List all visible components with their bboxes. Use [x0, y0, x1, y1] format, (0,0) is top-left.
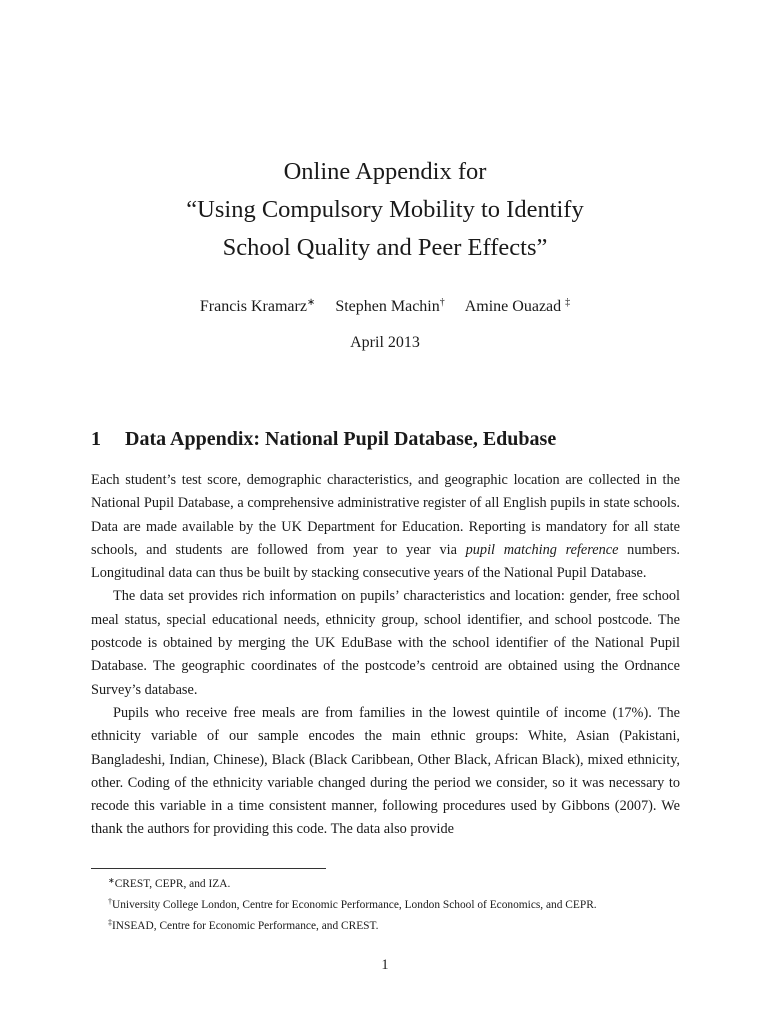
footnote-3 [91, 914, 691, 935]
author-name: Stephen Machin [335, 298, 440, 315]
section-heading [91, 426, 691, 452]
title-line-1: Online Appendix for [283, 158, 487, 185]
paper-title [0, 153, 770, 267]
paragraph-1-italic: pupil matching reference [465, 541, 619, 558]
footnote-mark: † [108, 897, 112, 906]
author-footnote-mark: ∗ [306, 297, 316, 308]
paragraph-2: The data set provides rich information on pupils’ characteristics and location: gender, free school meal status, special educational needs, ethnicity group, school identifier, and school postcode. The postcode is obtained by merging the UK EduBase with the school identifier of the National Pupil Database. The geographic coordinates of the postcode’s centroid are obtained using the Ordnance Survey’s database. [91, 588, 680, 698]
title-line-2: “Using Compulsory Mobility to Identify [186, 196, 584, 223]
footnotes [91, 872, 691, 935]
author-name: Francis Kramarz [199, 298, 307, 315]
footnote-text: University College London, Centre for Economic Performance, London School of Economics, and CEPR. [112, 899, 597, 911]
body-text [91, 469, 680, 842]
paragraph-1 [91, 469, 680, 585]
footnote-text: INSEAD, Centre for Economic Performance, and CREST. [112, 920, 379, 932]
footnote-mark: ∗ [108, 876, 115, 885]
footnote-divider [91, 868, 326, 869]
page-number: 1 [381, 957, 389, 973]
paragraph-1-text-b: numbers. Longitudinal data can thus be built by stacking consecutive years of the National Pupil Database. [91, 541, 680, 582]
author-machin [335, 293, 444, 317]
footnote-text: CREST, CEPR, and IZA. [114, 878, 231, 890]
title-line-3: School Quality and Peer Effects” [222, 234, 548, 261]
paragraph-3: Pupils who receive free meals are from families in the lowest quintile of income (17%). The ethnicity variable of our sample encodes the main ethnic groups: White, Asian (Pakistani, Bangladeshi, Indian, Chinese), Black (Black Caribbean, Other Black, African Black), mixed ethnicity, other. Coding of the ethnicity variable changed during the period we consider, so it was necessary to recode this variable in a time consistent manner, following procedures used by Gibbons (2007). We thank the authors for providing this code. The data also provide [91, 704, 680, 838]
footnote-2 [91, 893, 691, 914]
footnote-mark: ‡ [108, 918, 112, 927]
author-list [0, 293, 770, 317]
section-title: Data Appendix: National Pupil Database, Edubase [125, 428, 557, 450]
author-footnote-mark: † [439, 297, 445, 308]
section-number: 1 [91, 428, 101, 450]
publication-date: April 2013 [350, 334, 420, 351]
author-name: Amine Ouazad [464, 298, 562, 315]
footnote-1 [91, 872, 691, 893]
author-footnote-mark: ‡ [565, 297, 571, 308]
author-ouazad [465, 293, 570, 317]
paragraph-1-text-a: Each student’s test score, demographic characteristics, and geographic location are collected in the National Pupil Database, a comprehensive administrative register of all English pupils in state schools. Data are made available by the UK Department for Education. Reporting is mandatory for all state schools, and students are followed from year to year via [91, 472, 680, 558]
author-kramarz [200, 293, 315, 317]
